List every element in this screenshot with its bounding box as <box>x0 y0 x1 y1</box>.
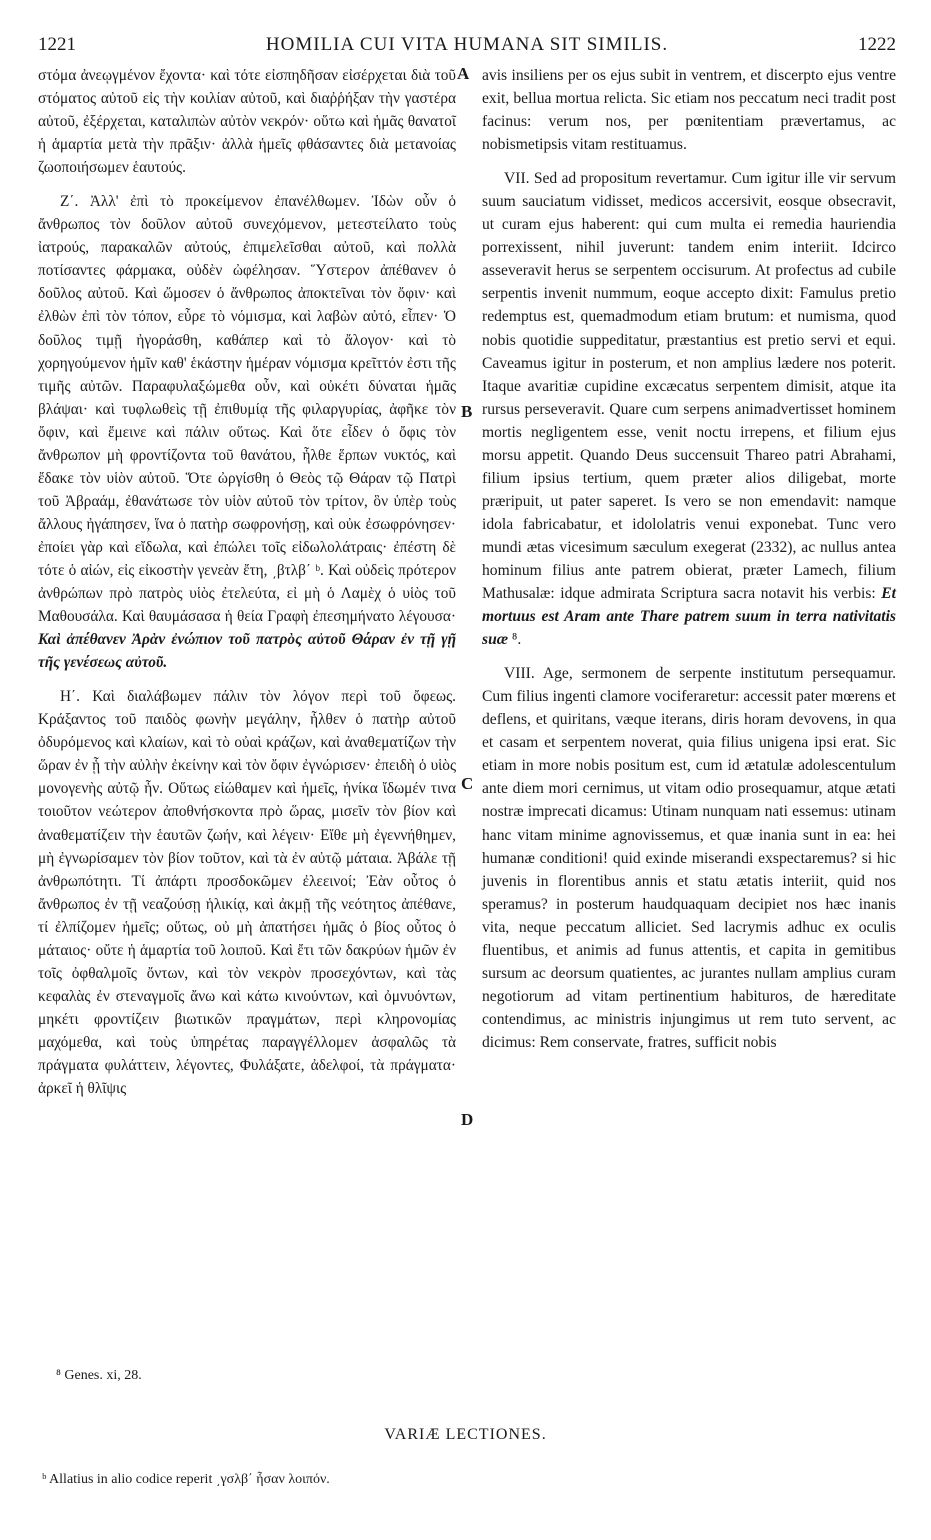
greek-paragraph-3 <box>38 685 456 1100</box>
latin-column <box>482 64 896 1054</box>
right-page-number: 1222 <box>858 34 896 55</box>
greek-paragraph-2-text: Ζ΄. Ἀλλ' ἐπὶ τὸ προκείμενον ἐπανέλθωμεν. Ἰδὼν οὖν ὁ ἄνθρωπος τὸν δοῦλον αὐτοῦ συνεχόμενον, μετεστείλατο τοὺς ἰατρούς, παρακαλῶν αὐτούς, ἐπιμελεῖσθαι αὐτοῦ, καὶ πολλὰ ποτίσαντες φάρμακα, οὐδὲν ὠφέλησαν. Ὕστερον ἀπέθανεν ὁ δοῦλος αὐτοῦ. Καὶ ὤμοσεν ὁ ἄνθρωπος ἀποκτεῖναι τὸν ὄφιν· καὶ ἐλθὼν ἐπὶ τὸν τόπον, εὗρε τὸ νόμισμα, καὶ λαβὼν αὐτό, εἶπεν· Ὁ δοῦλος τιμῇ ἠγοράσθη, καθάπερ καὶ τὸ ἄλογον· καὶ τὸ χορηγούμενον ἡμῖν καθ' ἑκάστην ἡμέραν νόμισμα κρεῖττόν ἐστι τῆς τιμῆς αὐτῶν. Παραφυλαξώμεθα οὖν, καὶ οὐκέτι δύναται ἡμᾶς βλάψαι· καὶ τυφλωθεὶς τῇ ἐπιθυμίᾳ τῆς φιλαργυρίας, ἀφῆκε τὸν ὄφιν, καὶ ἔμεινε καὶ πάλιν οὕτως. Καὶ ὅτε εἶδεν ὁ ὄφις τὸν ἄνθρωπον μὴ φροντίζοντα τοῦ θανάτου, ἦλθε ἕρπων νυκτός, καὶ ἔδακε τὸν υἱὸν αὐτοῦ. Ὅτε ὠργίσθη ὁ Θεὸς τῷ Θάραν τῷ Πατρὶ τοῦ Ἀβραάμ, ἐθανάτωσε τὸν υἱὸν αὐτοῦ τὸν τρίτον, ὃν ὑπὲρ τοὺς ἄλλους ἠγάπησεν, ἵνα ὁ πατὴρ σωφρονήσῃ, καὶ οὐκ ἐσωφρόνησεν· ἐποίει γὰρ καὶ εἴδωλα, καὶ ἐπώλει τοῖς εἰδωλολάτραις· ἐπέστη δὲ τότε ὁ αἰών, εἰς εἰκοστὴν γενεὰν ἔτη, ͵βτλβ΄ ᵇ. Καὶ οὐδεὶς πρότερον ἀνθρώπων πρὸ πατρὸς υἱὸς ἐτελεύτα, εἰ μὴ ὁ Λαμὲχ ὁ υἱὸς τοῦ Μαθουσάλα. Καὶ θαυμάσασα ἡ θεία Γραφὴ ἐπεσημήνατο λέγουσα· <box>38 193 456 626</box>
footnote: ⁸ Genes. xi, 28. <box>56 1368 142 1383</box>
greek-column <box>38 64 456 1100</box>
left-page-number: 1221 <box>38 34 76 55</box>
latin-paragraph-3 <box>482 662 896 1054</box>
latin-scripture-quote: Et mortuus est Aram ante Thare patrem suum in terra nativitatis suæ <box>482 585 896 649</box>
variae-lectiones-heading: VARIÆ LECTIONES. <box>384 1426 547 1443</box>
margin-marker-c: C <box>461 774 474 793</box>
running-title: HOMILIA CUI VITA HUMANA SIT SIMILIS. <box>265 34 669 55</box>
latin-footnote-ref: ⁸. <box>508 631 522 649</box>
variae-lectiones-note: ᵇ Allatius in alio codice reperit ͵γσλβ΄ ἦσαν λοιπόν. <box>42 1472 330 1487</box>
latin-paragraph-2-text: VII. Sed ad propositum revertamur. Cum igitur ille vir servum suum sauciatum vidisset, medicos accersivit, eosque obsecravit, ut curam ejus haberent: qui cum multa ei remedia hauriendia porrexissent, nihil juverunt: tandem enim interiit. Idcirco asseveravit herus se serpentem occisurum. At profectus ad cubile serpentis invenit nummum, eoque accepto dixit: Famulus pretio redemptus est, quemadmodum etiam brutum: et numisma, quod nobis quotidie suppeditatur, præstantius est pretio servi et equi. Caveamus igitur in posterum, et non amplius lædere nos poterit. Itaque avaritiæ cupidine excæcatus serpentem dimisit, atque ita rursus perseveravit. Quare cum serpens animadvertisset hominem mortis negligentem esse, venit noctu irrepens, et filium ejus morsu appetit. Quando Deus succensuit Thareo patri Abrahami, filium ipsius tertium, quem præter alios diligebat, morte præripuit, ut pater saperet. Is vero se non emendavit: namque idola fabricabatur, et idololatris venui exponebat. Tunc vero mundi ætas vicesimum sæculum exegerat (2332), ac nullus antea hominum filius ante patrem obierat, præter Lamech, filium Mathusalæ: idque admirata Scriptura sacra notavit his verbis: <box>482 170 896 603</box>
latin-paragraph-2 <box>482 167 896 651</box>
latin-paragraph-1: avis insiliens per os ejus subit in ventrem, et discerpto ejus ventre exit, bellua mortua relicta. Sic etiam nos peccatum neci tradit post facinus: verum nos, per pœnitentiam prævertamus, ac nobismetipsis vitam restituamus. <box>482 67 896 154</box>
greek-paragraph-1: στόμα ἀνεῳγμένον ἔχοντα· καὶ τότε εἰσπηδῆσαν εἰσέρχεται διὰ τοῦ στόματος αὐτοῦ εἰς τὴν κοιλίαν αὐτοῦ, καὶ διαῤῥήξαν τὴν γαστέρα αὐτοῦ, ἐξέρχεται, καταλιπὼν αὐτὸν νεκρόν· οὕτω καὶ ἡμᾶς θανατοῖ ἡ ἁμαρτία μετὰ τὴν πρᾶξιν· ἀλλὰ ἡμεῖς φθάσαντες διὰ μετανοίας ζωοποιήσωμεν ἑαυτούς. <box>38 67 456 177</box>
margin-marker-a: A <box>457 64 470 83</box>
margin-marker-d: D <box>461 1110 474 1129</box>
greek-scripture-quote: Καὶ ἀπέθανεν Ἀρὰν ἐνώπιον τοῦ πατρὸς αὐτοῦ Θάραν ἐν τῇ γῇ τῆς γενέσεως αὐτοῦ. <box>38 631 456 672</box>
margin-marker-b: B <box>461 402 473 421</box>
greek-paragraph-2 <box>38 190 456 674</box>
greek-paragraph-3-text: Η΄. Καὶ διαλάβωμεν πάλιν τὸν λόγον περὶ τοῦ ὄφεως. Κράξαντος τοῦ παιδὸς φωνὴν μεγάλην, ἦλθεν ὁ πατὴρ αὐτοῦ ὀδυρόμενος καὶ κλαίων, καὶ τὸ οὐαὶ κράζων, καὶ ἀναθεματίζων τὴν ὥραν ἐν ᾗ τὴν αὐλὴν ἐκείνην καὶ τὸν ὄφιν ἐγνώρισεν· ἐπειδὴ ὁ υἱὸς μονογενὴς αὐτῷ ἦν. Οὕτως εἰώθαμεν καὶ ἡμεῖς, ἡνίκα ἴδωμέν τινα τοιοῦτον νεώτερον ἀποθνήσκοντα πρὸ ὥρας, μισεῖν τὸν βίον καὶ ἀναθεματίζειν τὴν ἑαυτῶν ζωήν, καὶ λέγειν· Εἴθε μὴ ἐγεννήθημεν, μὴ ἐγνωρίσαμεν τὸν βίον τοῦτον, καὶ τὰ ἐν αὐτῷ μάταια. Ἀβάλε τῇ ἀνθρωπότητι. Τί ἀπάρτι προσδοκῶμεν ἐλεεινοί; Ἐὰν οὗτος ὁ ἄνθρωπος ἐν τῇ νεαζούσῃ ἡλικίᾳ, καὶ ἀκμῇ τῆς νεότητος ἀπέθανε, τί ἐλπίζομεν ἡμεῖς; οὕτως, οὐ μὴ ἀπατήσει ἡμᾶς ὁ βίος οὗτος ὁ μάταιος· οὔτε ἡ ἁμαρτία τοῦ λοιποῦ. Καὶ ἔτι τῶν δακρύων ἡμῶν ἐν τοῖς ὀφθαλμοῖς ὄντων, καὶ τὸν νεκρὸν προσεχόντων, καὶ τὰς κεφαλὰς ἐν στεναγμοῖς ἄνω καὶ κάτω κινούντων, καὶ ὀμνυόντων, μηκέτι φροντίζειν βιωτικῶν πραγμάτων, περὶ κληρονομίας μαχόμεθα, καὶ τοὺς ὑπηρέτας παραγγέλλομεν ἀσφαλῶς τὰ πράγματα φυλάττειν, λέγοντες, Φυλάξατε, ἀδελφοί, τὰ πράγματα· ἀρκεῖ ἡ θλῖψις <box>38 688 456 1098</box>
page-header <box>38 34 896 60</box>
latin-paragraph-3-text: VIII. Age, sermonem de serpente institutum persequamur. Cum filius ingenti clamore vociferaretur: accessit pater mœrens et deflens, et quiritans, væque iterans, diris horam devovens, in qua et casam et serpentem noverat, quia filius unigena ipsi erat. Sic etiam in more nobis positum est, cum id ætatulæ adolescentulum ante diem mori cernimus, ut vitam odio prosequamur, atque ætati nostræ imprecati dicamus: Utinam nunquam nati essemus: utinam hanc vitam minime agnovissemus, et quæ inania sunt in ea: hei humanæ conditioni! quid exinde miserandi exspectaremus? si hic juvenis in florentibus annis et statu ætatis interiit, quid nos speramus? in posterum haudquaquam decipiet nos hæc inanis vita, neque peccatum alliciet. Sed lacrymis adhuc ex oculis fluentibus, et animis ad funus attentis, et capita in gemitibus sursum ac deorsum quatientes, ac jurantes nullam amplius curam negotiorum ad vitam pertinentium habituros, de hæreditate contendimus, ac ministris injungimus ut rem tuto servent, ac dicimus: Rem conservate, fratres, sufficit nobis <box>482 665 896 1051</box>
